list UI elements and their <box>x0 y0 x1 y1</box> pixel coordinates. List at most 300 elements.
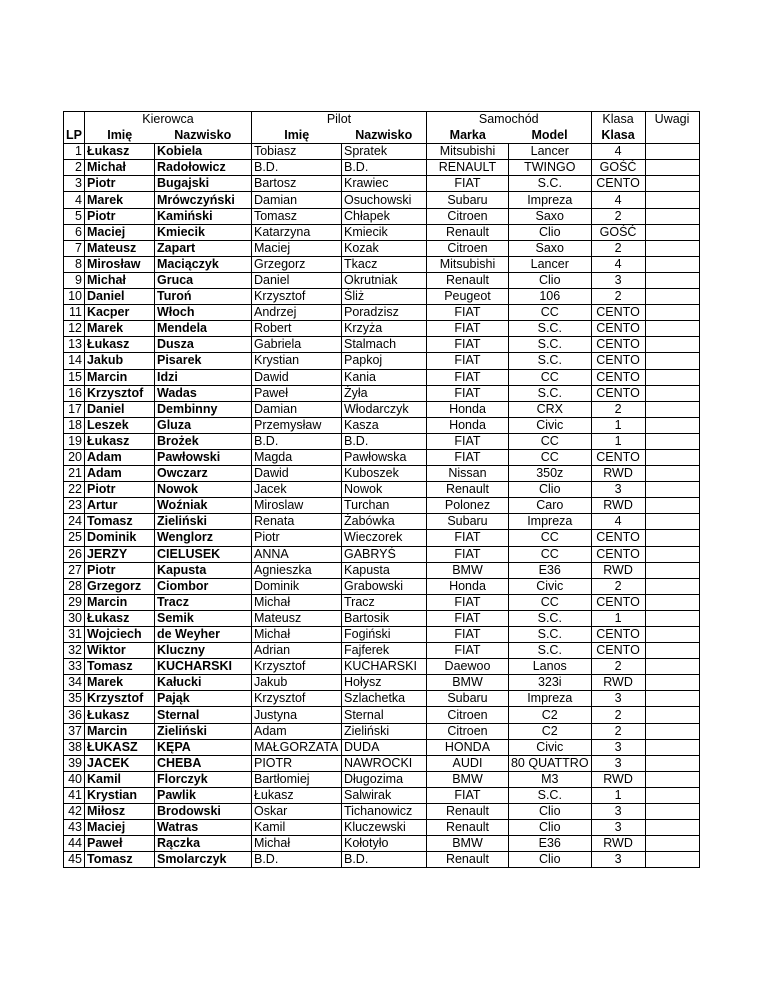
pilot-last-name-cell: GABRYŚ <box>341 546 426 562</box>
model-cell: 80 QUATTRO <box>508 755 591 771</box>
remarks-cell <box>645 449 699 465</box>
pilot-last-name-cell: Salwirak <box>341 787 426 803</box>
model-cell: CC <box>508 369 591 385</box>
table-row <box>64 321 700 337</box>
make-header: Marka <box>426 128 508 144</box>
pilot-last-name-cell: Spratek <box>341 144 426 160</box>
pilot-first-name-cell: Robert <box>251 321 341 337</box>
class-cell: CENTO <box>591 449 645 465</box>
driver-first-name-cell: Paweł <box>84 836 154 852</box>
table-row <box>64 224 700 240</box>
class-cell: 3 <box>591 820 645 836</box>
pilot-first-name-cell: Tobiasz <box>251 144 341 160</box>
remarks-cell <box>645 610 699 626</box>
pilot-last-name-cell: Pawłowska <box>341 449 426 465</box>
driver-first-name-cell: JERZY <box>84 546 154 562</box>
table-row <box>64 482 700 498</box>
driver-last-name-cell: Zieliński <box>154 723 251 739</box>
lp-cell: 8 <box>64 256 85 272</box>
lp-cell: 26 <box>64 546 85 562</box>
class-cell: CENTO <box>591 337 645 353</box>
lp-cell: 12 <box>64 321 85 337</box>
pilot-last-name-cell: Kapusta <box>341 562 426 578</box>
pilot-last-name-cell: Papkoj <box>341 353 426 369</box>
driver-last-name-cell: Bugajski <box>154 176 251 192</box>
pilot-first-name-cell: Przemysław <box>251 417 341 433</box>
class-cell: RWD <box>591 675 645 691</box>
model-cell: CRX <box>508 401 591 417</box>
remarks-cell <box>645 514 699 530</box>
table-row <box>64 289 700 305</box>
lp-cell: 7 <box>64 240 85 256</box>
table-row <box>64 659 700 675</box>
lp-cell: 20 <box>64 449 85 465</box>
class-cell: RWD <box>591 466 645 482</box>
make-cell: AUDI <box>426 755 508 771</box>
remarks-cell <box>645 594 699 610</box>
driver-last-name-cell: Idzi <box>154 369 251 385</box>
model-cell: CC <box>508 594 591 610</box>
make-cell: Subaru <box>426 691 508 707</box>
pilot-first-name-cell: Grzegorz <box>251 256 341 272</box>
pilot-last-name-cell: Poradzisz <box>341 305 426 321</box>
model-cell: 350z <box>508 466 591 482</box>
driver-last-name-cell: Ciombor <box>154 578 251 594</box>
make-cell: Renault <box>426 224 508 240</box>
model-cell: Caro <box>508 498 591 514</box>
driver-first-name-cell: Leszek <box>84 417 154 433</box>
table-row <box>64 401 700 417</box>
remarks-cell <box>645 176 699 192</box>
pilot-first-name-cell: Dawid <box>251 369 341 385</box>
klasa-group-header: Klasa <box>591 112 645 128</box>
driver-last-name-cell: Mrówczyński <box>154 192 251 208</box>
table-row <box>64 852 700 868</box>
remarks-cell <box>645 321 699 337</box>
model-cell: Clio <box>508 804 591 820</box>
pilot-last-name-cell: Chłapek <box>341 208 426 224</box>
table-row <box>64 643 700 659</box>
remarks-cell <box>645 353 699 369</box>
make-cell: Citroen <box>426 208 508 224</box>
lp-cell: 29 <box>64 594 85 610</box>
table-row <box>64 804 700 820</box>
make-cell: FIAT <box>426 643 508 659</box>
remarks-cell <box>645 675 699 691</box>
lp-cell: 4 <box>64 192 85 208</box>
model-cell: C2 <box>508 723 591 739</box>
remarks-cell <box>645 739 699 755</box>
lp-cell: 32 <box>64 643 85 659</box>
model-cell: Lanos <box>508 659 591 675</box>
model-cell: S.C. <box>508 337 591 353</box>
driver-first-name-cell: Łukasz <box>84 610 154 626</box>
make-cell: FIAT <box>426 787 508 803</box>
remarks-cell <box>645 498 699 514</box>
make-cell: Honda <box>426 417 508 433</box>
driver-last-name-cell: Kmiecik <box>154 224 251 240</box>
class-cell: 1 <box>591 787 645 803</box>
model-cell: Clio <box>508 482 591 498</box>
table-row <box>64 449 700 465</box>
class-cell: 3 <box>591 852 645 868</box>
remarks-header-blank <box>645 128 699 144</box>
table-row <box>64 272 700 288</box>
class-cell: 2 <box>591 707 645 723</box>
lp-cell: 39 <box>64 755 85 771</box>
pilot-last-name-header: Nazwisko <box>355 127 413 142</box>
driver-first-name-cell: Wiktor <box>84 643 154 659</box>
model-cell: CC <box>508 305 591 321</box>
make-cell: FIAT <box>426 385 508 401</box>
driver-last-name-cell: Smolarczyk <box>154 852 251 868</box>
pilot-last-name-cell: B.D. <box>341 852 426 868</box>
pilot-first-name-cell: Tomasz <box>251 208 341 224</box>
driver-last-name-cell: Woźniak <box>154 498 251 514</box>
class-cell: 2 <box>591 240 645 256</box>
table-row <box>64 417 700 433</box>
make-cell: Polonez <box>426 498 508 514</box>
lp-cell: 16 <box>64 385 85 401</box>
table-row <box>64 240 700 256</box>
lp-cell: 14 <box>64 353 85 369</box>
class-cell: 4 <box>591 192 645 208</box>
driver-last-name-cell: Radołowicz <box>154 160 251 176</box>
table-body <box>64 144 700 868</box>
pilot-last-name-cell: Żyła <box>341 385 426 401</box>
pilot-last-name-cell: Tkacz <box>341 256 426 272</box>
driver-first-name-cell: Marek <box>84 675 154 691</box>
driver-last-name-cell: Kluczny <box>154 643 251 659</box>
lp-group-cell <box>64 112 85 128</box>
table-row <box>64 337 700 353</box>
class-cell: 3 <box>591 755 645 771</box>
remarks-cell <box>645 546 699 562</box>
model-cell: S.C. <box>508 787 591 803</box>
pilot-first-name-cell: Michał <box>251 836 341 852</box>
pilot-first-name-cell: B.D. <box>251 852 341 868</box>
pilot-last-name-cell: Bartosik <box>341 610 426 626</box>
driver-first-name-cell: Krzysztof <box>84 691 154 707</box>
driver-last-name-cell: Dembinny <box>154 401 251 417</box>
lp-cell: 15 <box>64 369 85 385</box>
driver-last-name-cell: CHEBA <box>154 755 251 771</box>
pilot-last-name-cell: Krzyża <box>341 321 426 337</box>
lp-cell: 3 <box>64 176 85 192</box>
class-cell: 2 <box>591 401 645 417</box>
table-row <box>64 144 700 160</box>
model-cell: 106 <box>508 289 591 305</box>
make-cell: Renault <box>426 482 508 498</box>
driver-last-name-cell: Zapart <box>154 240 251 256</box>
table-row <box>64 675 700 691</box>
model-header: Model <box>531 127 568 142</box>
class-cell: 3 <box>591 739 645 755</box>
table-row <box>64 723 700 739</box>
pilot-first-name-cell: Paweł <box>251 385 341 401</box>
model-cell: C2 <box>508 707 591 723</box>
driver-last-name-cell: Gruca <box>154 272 251 288</box>
driver-first-name-cell: Piotr <box>84 208 154 224</box>
driver-first-name-cell: Piotr <box>84 482 154 498</box>
class-cell: CENTO <box>591 627 645 643</box>
lp-cell: 5 <box>64 208 85 224</box>
driver-last-name-cell: Włoch <box>154 305 251 321</box>
driver-first-name-cell: Łukasz <box>84 707 154 723</box>
driver-last-name-cell: Mendela <box>154 321 251 337</box>
table-row <box>64 578 700 594</box>
remarks-cell <box>645 466 699 482</box>
pilot-first-name-cell: PIOTR <box>251 755 341 771</box>
make-cell: Peugeot <box>426 289 508 305</box>
lp-cell: 30 <box>64 610 85 626</box>
kierowca-group-header: Kierowca <box>84 112 251 128</box>
remarks-cell <box>645 192 699 208</box>
make-cell: Subaru <box>426 514 508 530</box>
lp-cell: 13 <box>64 337 85 353</box>
pilot-last-name-cell: Tichanowicz <box>341 804 426 820</box>
table-row <box>64 755 700 771</box>
make-cell: Citroen <box>426 240 508 256</box>
make-cell: FIAT <box>426 305 508 321</box>
driver-last-name-header: Nazwisko <box>174 127 232 142</box>
pilot-first-name-cell: Łukasz <box>251 787 341 803</box>
remarks-cell <box>645 707 699 723</box>
remarks-cell <box>645 562 699 578</box>
group-header-row <box>64 112 700 128</box>
table-row <box>64 466 700 482</box>
pilot-last-name-cell: B.D. <box>341 433 426 449</box>
make-cell: BMW <box>426 836 508 852</box>
driver-last-name-cell: Watras <box>154 820 251 836</box>
pilot-last-name-cell: Zieliński <box>341 723 426 739</box>
table-row <box>64 707 700 723</box>
pilot-first-name-cell: Andrzej <box>251 305 341 321</box>
pilot-first-name-cell: Gabriela <box>251 337 341 353</box>
class-cell: 2 <box>591 289 645 305</box>
model-cell: Saxo <box>508 240 591 256</box>
remarks-cell <box>645 482 699 498</box>
table-row <box>64 546 700 562</box>
driver-first-name-cell: Piotr <box>84 562 154 578</box>
pilot-last-name-cell: Osuchowski <box>341 192 426 208</box>
pilot-last-name-cell: KUCHARSKI <box>341 659 426 675</box>
driver-first-name-cell: Michał <box>84 272 154 288</box>
class-cell: 2 <box>591 659 645 675</box>
driver-last-name-cell: Wenglorz <box>154 530 251 546</box>
remarks-cell <box>645 836 699 852</box>
remarks-cell <box>645 755 699 771</box>
driver-first-name-cell: Marek <box>84 192 154 208</box>
driver-last-name-cell: Maciączyk <box>154 256 251 272</box>
driver-last-name-cell: Brożek <box>154 433 251 449</box>
driver-first-name-cell: Marcin <box>84 369 154 385</box>
class-cell: 2 <box>591 723 645 739</box>
driver-last-name-cell: Dusza <box>154 337 251 353</box>
driver-first-name-cell: Michał <box>84 160 154 176</box>
pilot-last-name-cell: DUDA <box>341 739 426 755</box>
model-cell: S.C. <box>508 385 591 401</box>
make-cell: FIAT <box>426 594 508 610</box>
class-cell: RWD <box>591 771 645 787</box>
driver-first-name-cell: Wojciech <box>84 627 154 643</box>
class-cell: CENTO <box>591 385 645 401</box>
pilot-last-name-cell: Kołotyło <box>341 836 426 852</box>
pilot-first-name-cell: Damian <box>251 192 341 208</box>
pilot-first-name-cell: ANNA <box>251 546 341 562</box>
pilot-first-name-cell: Maciej <box>251 240 341 256</box>
class-cell: CENTO <box>591 353 645 369</box>
driver-last-name-cell: Zieliński <box>154 514 251 530</box>
pilot-first-name-cell: Krzysztof <box>251 659 341 675</box>
class-cell: CENTO <box>591 594 645 610</box>
pilot-last-name-cell: Wieczorek <box>341 530 426 546</box>
pilot-last-name-cell: Kania <box>341 369 426 385</box>
lp-cell: 31 <box>64 627 85 643</box>
class-cell: CENTO <box>591 546 645 562</box>
pilot-first-name-cell: Adrian <box>251 643 341 659</box>
pilot-last-name-cell: Fajferek <box>341 643 426 659</box>
driver-first-name-cell: Mateusz <box>84 240 154 256</box>
lp-cell: 21 <box>64 466 85 482</box>
model-cell: Impreza <box>508 514 591 530</box>
lp-cell: 9 <box>64 272 85 288</box>
pilot-first-name-cell: B.D. <box>251 160 341 176</box>
make-cell: BMW <box>426 771 508 787</box>
make-cell: Renault <box>426 820 508 836</box>
driver-last-name-cell: Kamiński <box>154 208 251 224</box>
remarks-cell <box>645 256 699 272</box>
pilot-last-name-cell: Śliż <box>341 289 426 305</box>
model-cell: Clio <box>508 272 591 288</box>
model-cell: 323i <box>508 675 591 691</box>
table-row <box>64 385 700 401</box>
pilot-last-name-cell: Sternal <box>341 707 426 723</box>
model-cell: CC <box>508 433 591 449</box>
model-cell: Civic <box>508 739 591 755</box>
driver-first-name-cell: Adam <box>84 449 154 465</box>
table-row <box>64 514 700 530</box>
remarks-cell <box>645 289 699 305</box>
class-cell: GOŚĆ <box>591 160 645 176</box>
driver-last-name-cell: de Weyher <box>154 627 251 643</box>
make-cell: Renault <box>426 804 508 820</box>
class-cell: 2 <box>591 208 645 224</box>
lp-cell: 41 <box>64 787 85 803</box>
pilot-first-name-cell: Oskar <box>251 804 341 820</box>
class-cell: 3 <box>591 804 645 820</box>
column-header-row <box>64 128 700 144</box>
pilot-last-name-cell: Kasza <box>341 417 426 433</box>
driver-last-name-cell: Nowok <box>154 482 251 498</box>
driver-first-name-cell: Dominik <box>84 530 154 546</box>
remarks-cell <box>645 627 699 643</box>
pilot-last-name-cell: Turchan <box>341 498 426 514</box>
remarks-cell <box>645 852 699 868</box>
lp-cell: 11 <box>64 305 85 321</box>
make-cell: Nissan <box>426 466 508 482</box>
pilot-first-name-cell: Mateusz <box>251 610 341 626</box>
model-cell: CC <box>508 449 591 465</box>
model-cell: CC <box>508 530 591 546</box>
remarks-cell <box>645 804 699 820</box>
driver-first-name-cell: JACEK <box>84 755 154 771</box>
class-cell: RWD <box>591 562 645 578</box>
model-cell: S.C. <box>508 321 591 337</box>
class-cell: CENTO <box>591 643 645 659</box>
driver-first-name-cell: Daniel <box>84 401 154 417</box>
table-row <box>64 353 700 369</box>
remarks-cell <box>645 820 699 836</box>
class-cell: 1 <box>591 610 645 626</box>
remarks-cell <box>645 401 699 417</box>
class-cell: GOŚĆ <box>591 224 645 240</box>
driver-first-name-cell: Kacper <box>84 305 154 321</box>
table-row <box>64 160 700 176</box>
pilot-last-name-cell: Krawiec <box>341 176 426 192</box>
remarks-cell <box>645 787 699 803</box>
lp-cell: 34 <box>64 675 85 691</box>
driver-last-name-cell: Gluza <box>154 417 251 433</box>
pilot-first-name-cell: Bartosz <box>251 176 341 192</box>
class-cell: CENTO <box>591 176 645 192</box>
table-row <box>64 836 700 852</box>
driver-last-name-cell: Pawlik <box>154 787 251 803</box>
driver-last-name-cell: Kapusta <box>154 562 251 578</box>
pilot-last-name-cell: Fogiński <box>341 627 426 643</box>
make-cell: Honda <box>426 578 508 594</box>
pilot-last-name-cell: Kmiecik <box>341 224 426 240</box>
pilot-first-name-cell: Krzysztof <box>251 691 341 707</box>
make-cell: Honda <box>426 401 508 417</box>
class-cell: 3 <box>591 482 645 498</box>
pilot-last-name-cell: Kluczewski <box>341 820 426 836</box>
driver-last-name-cell: Turoń <box>154 289 251 305</box>
driver-last-name-cell: Wadas <box>154 385 251 401</box>
pilot-first-name-cell: Daniel <box>251 272 341 288</box>
lp-cell: 17 <box>64 401 85 417</box>
pilot-last-name-cell: Okrutniak <box>341 272 426 288</box>
table-row <box>64 594 700 610</box>
pilot-last-name-cell: Hołysz <box>341 675 426 691</box>
pilot-first-name-cell: Krzysztof <box>251 289 341 305</box>
lp-cell: 38 <box>64 739 85 755</box>
pilot-first-name-cell: Kamil <box>251 820 341 836</box>
table-row <box>64 739 700 755</box>
class-cell: RWD <box>591 498 645 514</box>
model-cell: M3 <box>508 771 591 787</box>
driver-last-name-cell: Sternal <box>154 707 251 723</box>
make-cell: Citroen <box>426 707 508 723</box>
driver-last-name-cell: Kobiela <box>154 144 251 160</box>
make-cell: Renault <box>426 852 508 868</box>
pilot-last-name-cell: Kuboszek <box>341 466 426 482</box>
make-cell: FIAT <box>426 369 508 385</box>
pilot-last-name-cell: Grabowski <box>341 578 426 594</box>
driver-first-name-cell: Kamil <box>84 771 154 787</box>
lp-cell: 6 <box>64 224 85 240</box>
pilot-first-name-cell: Adam <box>251 723 341 739</box>
model-cell: Civic <box>508 578 591 594</box>
pilot-first-name-header: Imię <box>251 128 341 144</box>
lp-cell: 43 <box>64 820 85 836</box>
model-cell: Lancer <box>508 256 591 272</box>
lp-cell: 18 <box>64 417 85 433</box>
samochod-group-header: Samochód <box>426 112 591 128</box>
table-row <box>64 562 700 578</box>
driver-first-name-cell: Adam <box>84 466 154 482</box>
remarks-cell <box>645 337 699 353</box>
